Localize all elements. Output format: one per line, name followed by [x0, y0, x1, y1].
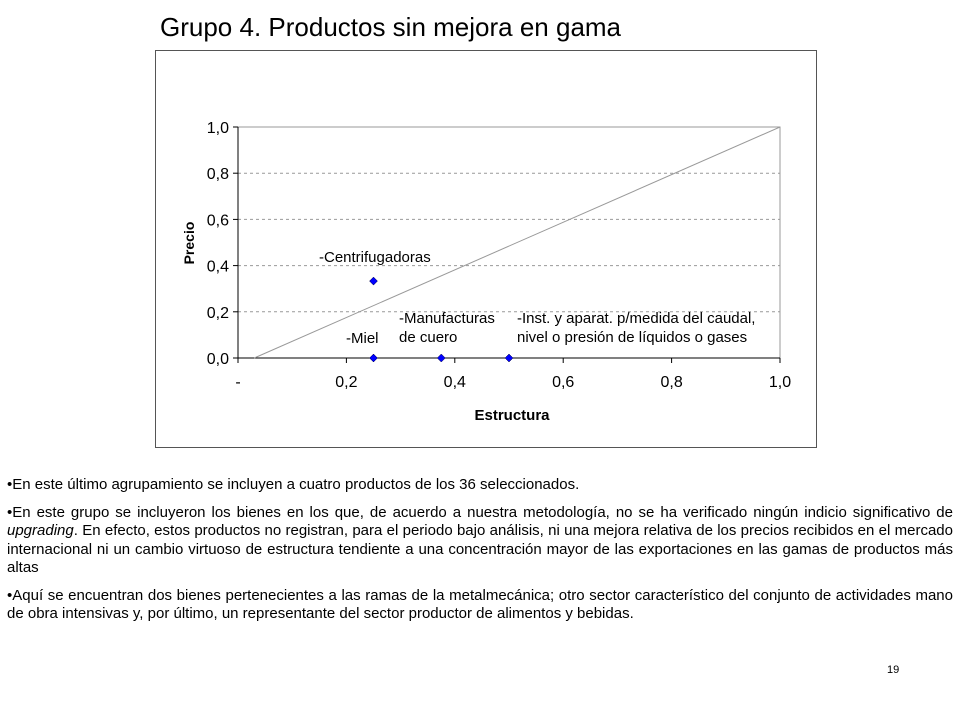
y-axis-label: Precio — [181, 221, 197, 265]
bullet-3: •Aquí se encuentran dos bienes pertenecientes a las ramas de la metalmecánica; otro sector característico del conjunto de actividades mano de obra intensivas y, por último, un representante del sector productor de alimentos y bebidas. — [7, 586, 953, 622]
y-tick-label-0: 0,0 — [206, 351, 229, 368]
x-tick-label-1: 0,2 — [335, 374, 358, 391]
x-tick-label-4: 0,8 — [660, 374, 683, 391]
annotation-2-line-1: de cuero — [399, 329, 458, 346]
y-tick-label-2: 0,4 — [206, 258, 229, 276]
x-tick-label-3: 0,6 — [552, 374, 575, 391]
annotation-1 — [346, 330, 379, 347]
annotation-0-line-0: -Centrifugadoras — [319, 249, 431, 266]
y-tick-label-5: 1,0 — [206, 120, 229, 137]
bullet-2 — [7, 504, 953, 578]
chart-frame — [155, 50, 817, 448]
bullet-1: •En este último agrupamiento se incluyen a cuatro productos de los 36 seleccionados. — [7, 476, 580, 493]
slide-title: Grupo 4. Productos sin mejora en gama — [160, 12, 622, 42]
bullet-list — [7, 476, 953, 633]
annotation-2-line-0: -Manufacturas — [399, 310, 495, 327]
x-tick-label-2: 0,4 — [443, 374, 466, 391]
annotation-0 — [319, 249, 431, 266]
annotation-1-line-0: -Miel — [346, 330, 379, 347]
x-axis-label: Estructura — [474, 407, 550, 424]
x-tick-label-0: - — [235, 374, 241, 391]
bullet-2-emphasis: upgrading — [7, 522, 74, 539]
page-number: 19 — [887, 664, 900, 676]
annotation-3-line-0: -Inst. y aparat. p/medida del caudal, — [517, 310, 756, 327]
y-tick-label-4: 0,8 — [206, 166, 229, 184]
bullet-2-text-end: . En efecto, estos productos no registran, para el periodo bajo análisis, ni una mejora relativa de los precios recibidos en el mercado internacional ni un cambio virtuoso de estructura tendiente a una concentración mayor de las exportaciones en las gamas de productos más altas — [7, 522, 953, 576]
scatter-chart — [156, 51, 818, 449]
bullet-2-text-start: •En este grupo se incluyeron los bienes en los que, de acuerdo a nuestra metodología, no se ha verificado ningún indicio significativo de — [7, 503, 953, 521]
y-tick-label-1: 0,2 — [206, 304, 229, 322]
x-tick-label-5: 1,0 — [768, 374, 792, 391]
annotation-3-line-1: nivel o presión de líquidos o gases — [517, 329, 748, 346]
y-tick-label-3: 0,6 — [206, 212, 229, 230]
